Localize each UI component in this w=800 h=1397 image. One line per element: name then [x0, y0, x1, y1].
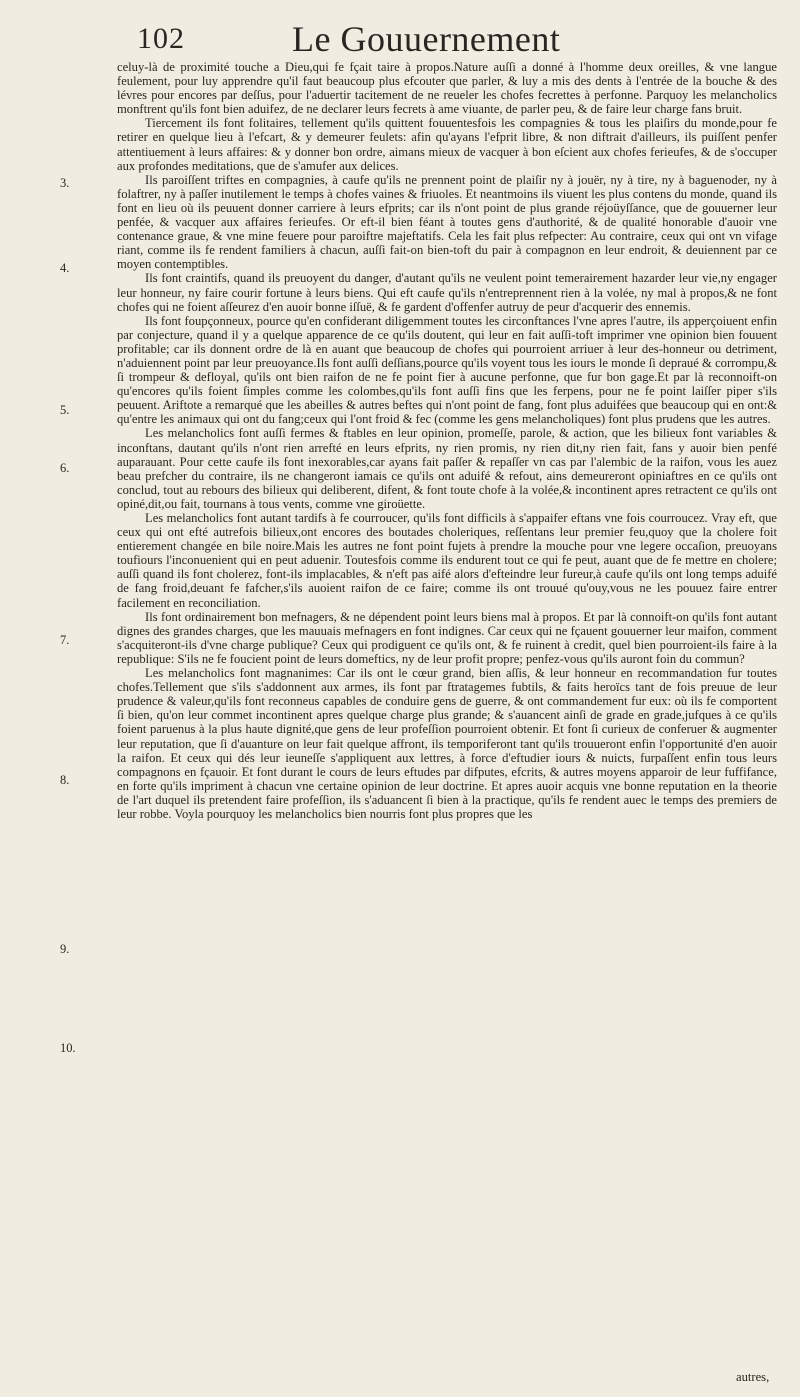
paragraph-8: Les melancholics font autant tardifs à fe courroucer, qu'ils font difficils à s'appaifer eftans vne fois courroucez. Vray eft, que ceux qui ont efté autrefois bilieux,ont encores des boutades choleriques, reſſentans leur premier feu,quoy que la cholere foit entierement changée en bile noire.Mais les autres ne font point fujets à prendre la mouche pour vne legere occaſion, preuoyans toufiours l'inconuenient qui en peut aduenir. Toutesfois comme ils endurent tout ce qui fe peut, auant que de fe mettre en cholere; auſſi quand ils font cholerez, font-ils implacables, & n'eft pas aifé alors d'efteindre leur fureur,à caufe qu'ils ont long temps aduifé de fang froid,deuant fe fafcher,s'ils auoient raifon de ce faire; comme ils ont trouué qu'ouy,vous ne les pouuez faire entrer facilement en reconciliation.: [117, 511, 777, 610]
margin-number-9: 9.: [60, 942, 70, 956]
catchword: autres,: [736, 1370, 770, 1384]
paragraph-9: Ils font ordinairement bon mefnagers, & ne dépendent point leurs biens mal à propos. Et par là connoift-on qu'ils font autant dignes des grandes charges, que les mauuais mefnagers en font indignes. Car ceux qui ne fçauent gouuerner leur maifon, comment s'acquiteront-ils d'vne charge publique? Ceux qui prodiguent ce qu'ils ont, & fe ruinent à credit, quel bien pourroient-ils faire à la republique: S'ils ne fe foucient point de leurs domeftics, ny de leur profit propre; penfez-vous qu'ils auront foin du commun?: [117, 609, 777, 666]
paragraph-continued: celuy-là de proximité touche a Dieu,qui fe fçait taire à propos.Nature auſſi a donné à l'homme deux oreilles, & vne langue feulement, pour luy apprendre qu'il faut beaucoup plus efcouter que parler, & luy a mis des dents à l'entrée de la bouche & des lévres pour encores par deſſus, pour l'aduertir tacitement de ne reueler les chofes fecrettes à perfonne. Parquoy les melancholics monftrent qu'ils font bien aduifez, de ne declarer leurs fecrets à ame viuante, de parler peu, & de faire leur charge fans bruit.: [117, 60, 777, 117]
paragraph-4: Ils paroiſſent triftes en compagnies, à caufe qu'ils ne prennent point de plaiſir ny à jouër, ny à tire, ny à baguenoder, ny à folaftrer, ny à paſſer inutilement le temps à chofes vaines & friuoles. Et neantmoins ils viuent les plus contens du monde, quand ils font en lieu où ils peuuent donner carriere à leurs efprits; car ils n'ont point de plus grande réjoüyſſance, que de gouuerner leur penfée, & vacquer aux affaires ferieufes. Or eft-il bien féant à toutes gens d'authorité, & de qualité honorable d'auoir vne contenance graue, & vne mine feuere pour paroiftre majeftatifs. Cela les fait plus refpecter: Au contraire, ceux qui ont vn vifage riant, comme ils fe rendent familiers à chacun, auſſi fait-on bien-toft du pair à compagnon en leur endroit, & deuiennent par ce moyen contemptibles.: [117, 172, 777, 272]
margin-number-7: 7.: [60, 633, 70, 647]
paragraph-10: Les melancholics font magnanimes: Car ils ont le cœur grand, bien aſſis, & leur honneur en recommandation fur toutes chofes.Tellement que s'ils s'addonnent aux armes, ils font par ftratagemes fubtils, & faits heroïcs tant de fois preuue de leur prudence & valeur,qu'ils font reconneus capables de conduire gens de guerre, & ont commandement fur eux: où ils fe comportent ſi bien, qu'on leur commet incontinent apres quelque charge plus grande; & s'auancent ainſi de grade en grade,jufques à ce qu'ils foient paruenus à la plus haute dignité,que gens de leur profeſſion pourroient obtenir. Et font ſi curieux de conferuer & augmenter leur reputation, que ſi d'auanture on leur fait quelque affront, ils temporiferont tant qu'ils trouueront enfin l'opportunité d'en auoir la raifon. Et ceux qui dés leur ieuneſſe s'appliquent aux lettres, à force d'eftudier iours & nuicts, furpaſſent enfin tous leurs compagnons en fçauoir. Et font durant le cours de leurs eftudes par difputes, efcrits, & autres moyens apparoir de leur fuffifance, en forte qu'ils impriment à chacun vne certaine opinion de leur doctrine. Et apres auoir acquis vne bonne reputation en la theorie de l'art duquel ils pretendent faire profeſſion, ils s'aduancent ſi bien à la practique, qu'ils fe rendent auec le temps des premiers de leur robbe. Voyla pourquoy les melancholics bien nourris font plus propres que les: [117, 666, 777, 821]
margin-number-5: 5.: [60, 403, 70, 417]
margin-number-3: 3.: [60, 176, 70, 190]
page-header: [0, 18, 800, 58]
margin-number-6: 6.: [60, 461, 70, 475]
paragraph-7: Les melancholics font auſſi fermes & ftables en leur opinion, promeſſe, parole, & action, que les bilieux font variables & inconftans, dautant qu'ils n'ont rien arrefté en leurs efprits, ny rien promis, ny rien dit,ny rien fait, fans y auoir bien penfé auparauant. Pour cette caufe ils font inexorables,car ayans fait paſſer & repaſſer vn cas par l'alembic de la raifon, vous les auez beau prefcher du contraire, ils ne changeront iamais ce qu'ils ont aduifé & refout, ains demeureront opiniaftres en ce qu'ils ont conclud, tout au rebours des bilieux qui deliberent, difent, & font toute chofe à la volée,& incontinent apres retractent ce qu'ils ont opiné,dit,ou fait, tournans à tous vents, comme vne giroüette.: [117, 426, 777, 511]
margin-number-8: 8.: [60, 773, 70, 787]
paragraph-3: Tiercement ils font folitaires, tellement qu'ils quittent fouuentesfois les compagnies & tous les plaiſirs du monde,pour fe retirer en quelque lieu à l'efcart, & y demeurer feulets: afin qu'ayans l'efprit libre, & non diftrait d'ailleurs, ils puiſſent penfer attentiuement à leurs affaires: & y donner bon ordre, aimans mieux de vacquer à bon eſcient aux chofes ferieufes, & de s'occuper aux profondes meditations, que de s'amufer aux delices.: [117, 116, 777, 173]
running-title: Le Gouuernement: [292, 19, 561, 59]
paragraph-5: Ils font craintifs, quand ils preuoyent du danger, d'autant qu'ils ne veulent point temerairement hazarder leur vie,ny engager leur honneur, ny faire courir fortune à leurs biens. Qui eft caufe qu'ils n'entreprennent rien à la volée, ny mal à propos,& ne font chofes qui ne foient aſſeurez d'en auoir bonne iſſuë, & fe gardent d'offenfer autruy de peur d'acquerir des ennemis.: [117, 271, 777, 314]
body-text: [117, 60, 777, 821]
page-number: 102: [137, 22, 185, 55]
paragraph-6: Ils font foupçonneux, pource qu'en confiderant diligemment toutes les circonftances l'vne apres l'autre, ils apperçoiuent enfin par conjecture, quand il y a quelque apparence de ce qu'ils doutent, qui leur en fait auſſi-toft imprimer vne opinion bien fouuent profitable; car ils donnent ordre de là en auant que beaucoup de chofes qui pourroient arriuer à leur des-honneur ou detriment, n'aduiennent point par leur preuoyance.Ils font auſſi deſſians,pource qu'ils voyent tous les iours le monde ſi depraué & corrompu,& ſi trompeur & defloyal, qu'ils ont bien raifon de ne fe point fier à aucune perfonne, que fur bon gage.Et par là reconnoift-on qu'encores qu'ils foient ſimples comme les colombes,qu'ils font auſſi fins que les ferpens, pour ne fe point laiſſer piper s'ils peuuent. Ariftote a remarqué que les abeilles & autres beftes qui n'ont point de fang, font plus aduifées que beaucoup qui en ont:& qu'entre les animaux qui ont du fang;ceux qui l'ont froid & fec (comme les gens melancholiques) font plus prudens que les autres.: [117, 313, 777, 427]
margin-number-10: 10.: [60, 1041, 76, 1055]
margin-number-4: 4.: [60, 261, 70, 275]
